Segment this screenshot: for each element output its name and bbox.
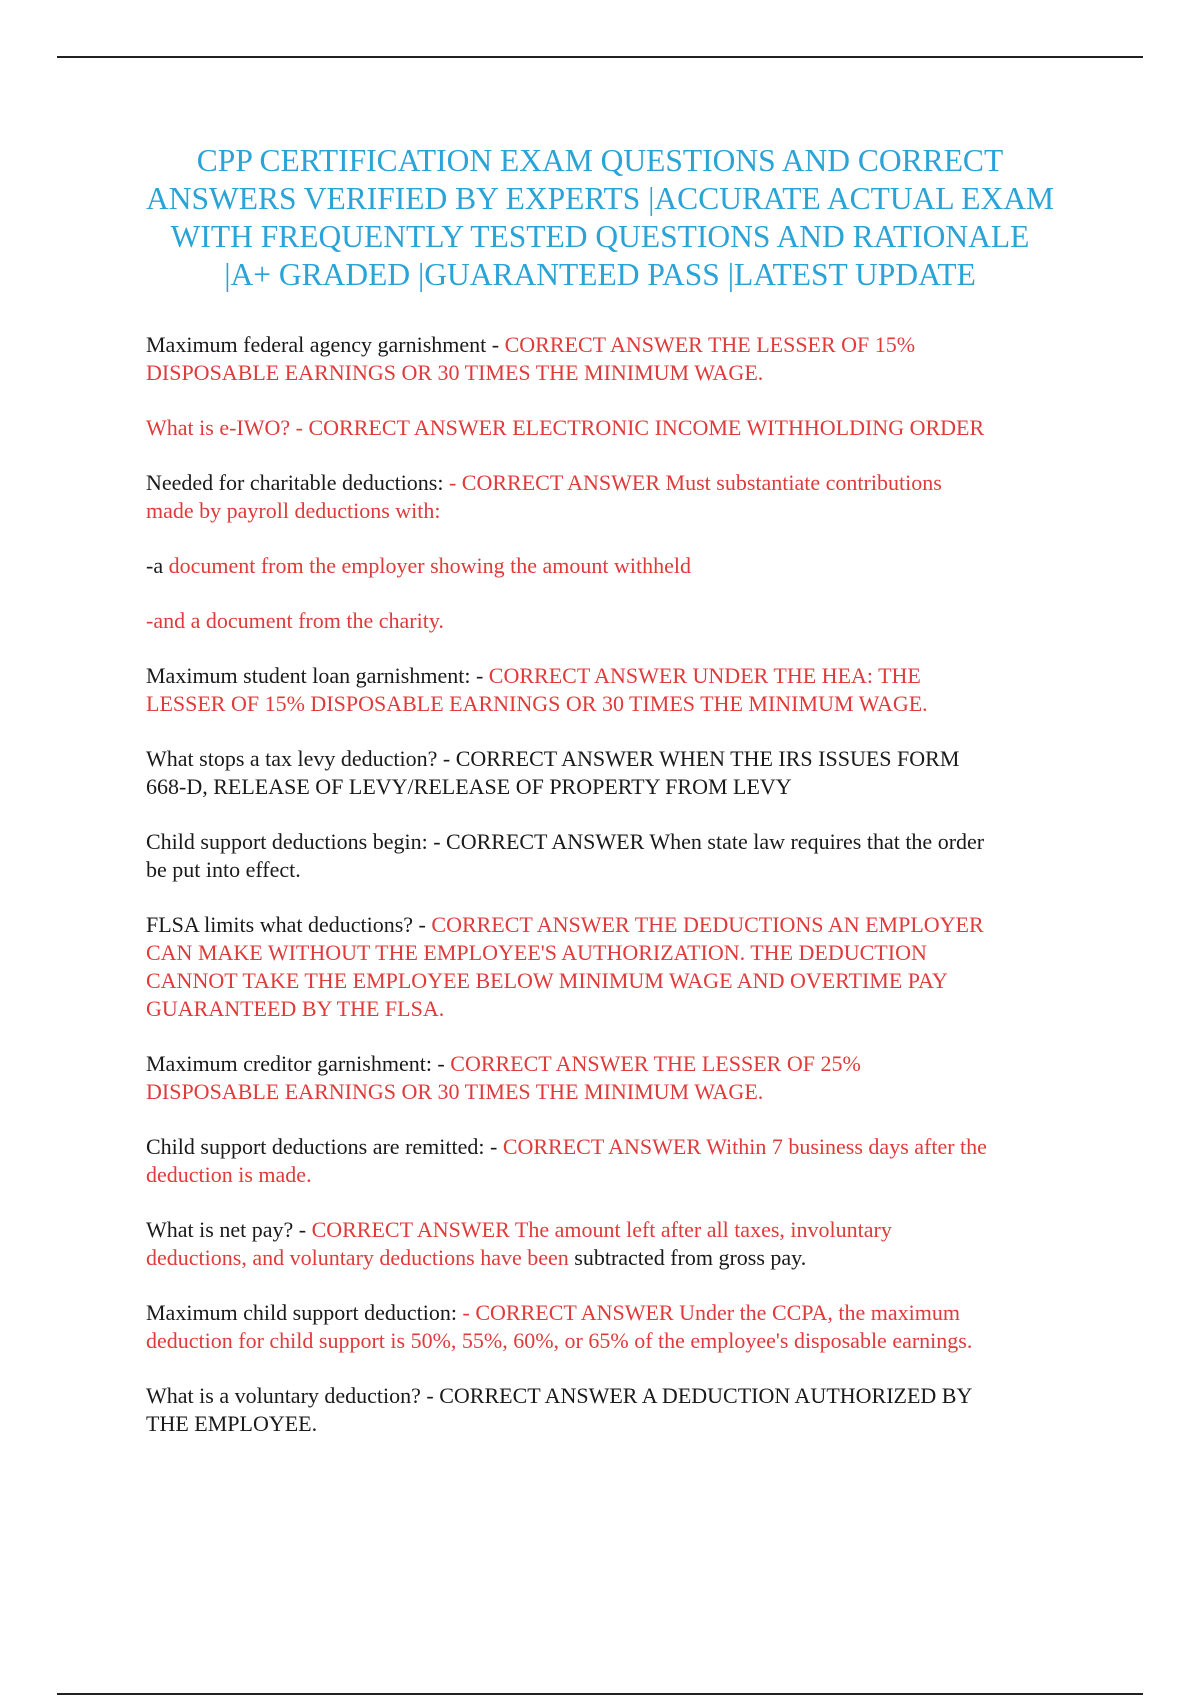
qa-line [146, 497, 1096, 525]
answer-text: CORRECT ANSWER UNDER THE HEA: THE [488, 663, 921, 688]
answer-text: LESSER OF 15% DISPOSABLE EARNINGS OR 30 TIMES THE MINIMUM WAGE. [146, 691, 928, 716]
qa-item [146, 552, 1096, 580]
qa-line [146, 331, 1096, 359]
question-text: Needed for charitable deductions: [146, 470, 449, 495]
qa-item [146, 331, 1096, 387]
question-text: 668-D, RELEASE OF LEVY/RELEASE OF PROPERTY FROM LEVY [146, 774, 792, 799]
answer-text: made by payroll deductions with: [146, 498, 441, 523]
qa-line [146, 607, 1096, 635]
answer-text: deduction for child support is 50%, 55%, 60%, or 65% of the employee's disposable earnings. [146, 1328, 973, 1353]
qa-line [146, 745, 1096, 773]
answer-text: CORRECT ANSWER THE DEDUCTIONS AN EMPLOYER [431, 912, 984, 937]
question-text: Maximum federal agency garnishment - [146, 332, 505, 357]
qa-line [146, 414, 1096, 442]
answer-text: CAN MAKE WITHOUT THE EMPLOYEE'S AUTHORIZATION. THE DEDUCTION [146, 940, 927, 965]
qa-line [146, 1078, 1096, 1106]
qa-line [146, 359, 1096, 387]
answer-text: - CORRECT ANSWER Under the CCPA, the maximum [462, 1300, 960, 1325]
question-text: be put into effect. [146, 857, 301, 882]
document-title [120, 142, 1080, 294]
answer-text: deduction is made. [146, 1162, 312, 1187]
question-text: Child support deductions begin: - CORRECT ANSWER When state law requires that the order [146, 829, 985, 854]
question-text: What stops a tax levy deduction? - CORRECT ANSWER WHEN THE IRS ISSUES FORM [146, 746, 960, 771]
answer-text: document from the employer showing the amount withheld [168, 553, 691, 578]
qa-item [146, 607, 1096, 635]
qa-item [146, 1050, 1096, 1106]
qa-line [146, 828, 1096, 856]
qa-line [146, 911, 1096, 939]
qa-line [146, 1161, 1096, 1189]
qa-item [146, 414, 1096, 442]
answer-text: CORRECT ANSWER Within 7 business days after the [502, 1134, 987, 1159]
qa-line [146, 662, 1096, 690]
top-rule [57, 56, 1143, 58]
question-text: THE EMPLOYEE. [146, 1411, 318, 1436]
qa-line [146, 469, 1096, 497]
title-line: WITH FREQUENTLY TESTED QUESTIONS AND RATIONALE [170, 219, 1030, 254]
question-text: FLSA limits what deductions? - [146, 912, 432, 937]
qa-item [146, 1216, 1096, 1272]
qa-line [146, 690, 1096, 718]
question-text: What is net pay? - [146, 1217, 312, 1242]
bottom-rule [57, 1693, 1143, 1695]
qa-item [146, 1133, 1096, 1189]
qa-line [146, 1244, 1096, 1272]
question-text: Child support deductions are remitted: - [146, 1134, 503, 1159]
question-text: What is a voluntary deduction? - CORRECT ANSWER A DEDUCTION AUTHORIZED BY [146, 1383, 973, 1408]
answer-text: CORRECT ANSWER THE LESSER OF 25% [450, 1051, 861, 1076]
qa-line [146, 1133, 1096, 1161]
answer-text: -and a document from the charity. [146, 608, 444, 633]
qa-item [146, 469, 1096, 525]
answer-text: What is e-IWO? - CORRECT ANSWER ELECTRONIC INCOME WITHHOLDING ORDER [146, 415, 985, 440]
qa-item [146, 828, 1096, 884]
answer-text: DISPOSABLE EARNINGS OR 30 TIMES THE MINIMUM WAGE. [146, 1079, 764, 1104]
qa-line [146, 1216, 1096, 1244]
qa-item [146, 1382, 1096, 1438]
answer-text: deductions, and voluntary deductions have been [146, 1245, 575, 1270]
qa-line [146, 1050, 1096, 1078]
title-line: CPP CERTIFICATION EXAM QUESTIONS AND CORRECT [196, 143, 1004, 178]
qa-line [146, 967, 1096, 995]
qa-line [146, 1382, 1096, 1410]
answer-text: CORRECT ANSWER THE LESSER OF 15% [504, 332, 916, 357]
qa-line [146, 1327, 1096, 1355]
qa-line [146, 773, 1096, 801]
qa-item [146, 1299, 1096, 1355]
answer-text: GUARANTEED BY THE FLSA. [146, 996, 445, 1021]
title-line: ANSWERS VERIFIED BY EXPERTS |ACCURATE ACTUAL EXAM [145, 181, 1055, 216]
answer-text: DISPOSABLE EARNINGS OR 30 TIMES THE MINIMUM WAGE. [146, 360, 764, 385]
qa-line [146, 939, 1096, 967]
question-text: -a [146, 553, 169, 578]
qa-line [146, 856, 1096, 884]
qa-line [146, 552, 1096, 580]
answer-text: CANNOT TAKE THE EMPLOYEE BELOW MINIMUM WAGE AND OVERTIME PAY [146, 968, 948, 993]
qa-item [146, 911, 1096, 1023]
qa-line [146, 1299, 1096, 1327]
qa-item [146, 745, 1096, 801]
title-line: |A+ GRADED |GUARANTEED PASS |LATEST UPDATE [224, 257, 976, 292]
qa-item [146, 662, 1096, 718]
question-text: Maximum child support deduction: [146, 1300, 463, 1325]
qa-line [146, 1410, 1096, 1438]
answer-text: - CORRECT ANSWER Must substantiate contributions [448, 470, 942, 495]
answer-text: CORRECT ANSWER The amount left after all taxes, involuntary [311, 1217, 892, 1242]
qa-list [146, 331, 1096, 1465]
question-text: subtracted from gross pay. [574, 1245, 807, 1270]
qa-line [146, 995, 1096, 1023]
question-text: Maximum student loan garnishment: - [146, 663, 489, 688]
question-text: Maximum creditor garnishment: - [146, 1051, 451, 1076]
